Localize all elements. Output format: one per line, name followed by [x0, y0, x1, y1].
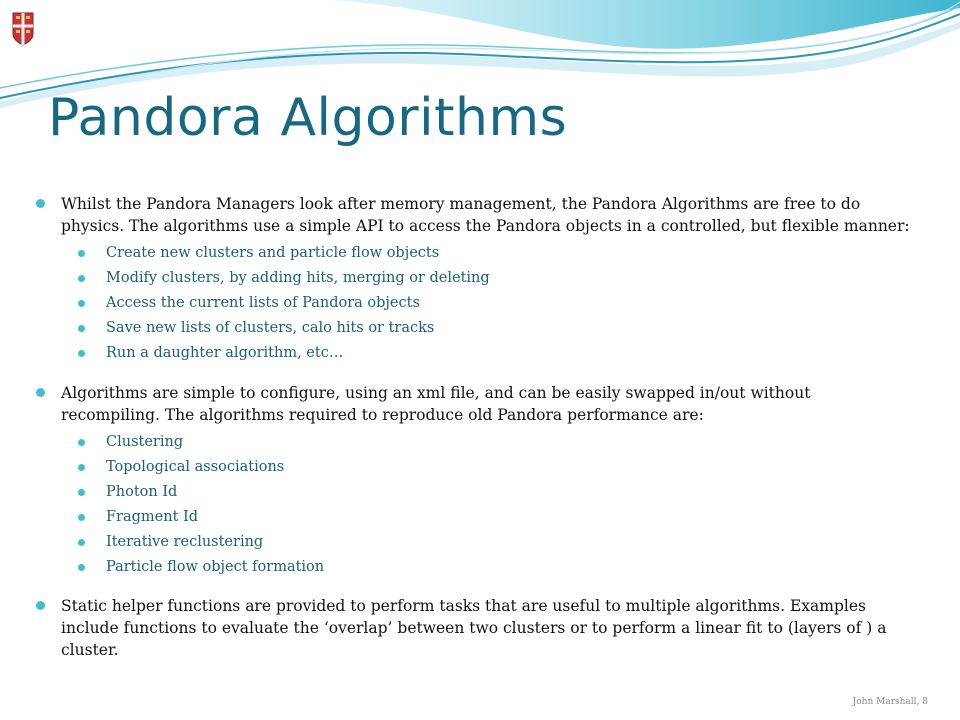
sub-list-required-algorithms — [34, 430, 914, 580]
sub-bullet-photon-id: Photon Id — [106, 480, 914, 505]
sub-list-api-capabilities — [34, 241, 914, 366]
slide-footer: John Marshall, 8 — [852, 697, 928, 707]
sub-bullet-fragment-id: Fragment Id — [106, 505, 914, 530]
sub-bullet-save-lists: Save new lists of clusters, calo hits or tracks — [106, 316, 914, 341]
sub-bullet-clustering: Clustering — [106, 430, 914, 455]
bullet-memory-management: Whilst the Pandora Managers look after memory management, the Pandora Algorithms are free to do physics. The algorithms use a simple API to access the Pandora objects in a controlled, but flexible manner: — [34, 193, 914, 237]
sub-bullet-modify-clusters: Modify clusters, by adding hits, merging or deleting — [106, 266, 914, 291]
bullet-helper-functions: Static helper functions are provided to perform tasks that are useful to multiple algorithms. Examples include functions to evaluate the ‘overlap’ between two clusters or to perform a linear fit to (layers of ) a cluster. — [34, 595, 914, 661]
sub-bullet-iterative-reclustering: Iterative reclustering — [106, 530, 914, 555]
slide-content — [34, 193, 914, 661]
sub-bullet-daughter-algorithm: Run a daughter algorithm, etc… — [106, 341, 914, 366]
sub-bullet-topological-associations: Topological associations — [106, 455, 914, 480]
sub-bullet-pfo-formation: Particle flow object formation — [106, 555, 914, 580]
sub-bullet-create-clusters: Create new clusters and particle flow objects — [106, 241, 914, 266]
slide-title: Pandora Algorithms — [48, 88, 568, 148]
university-crest-icon — [12, 12, 34, 46]
bullet-configuration: Algorithms are simple to configure, using an xml file, and can be easily swapped in/out without recompiling. The algorithms required to reproduce old Pandora performance are: — [34, 382, 914, 426]
sub-bullet-access-lists: Access the current lists of Pandora objects — [106, 291, 914, 316]
